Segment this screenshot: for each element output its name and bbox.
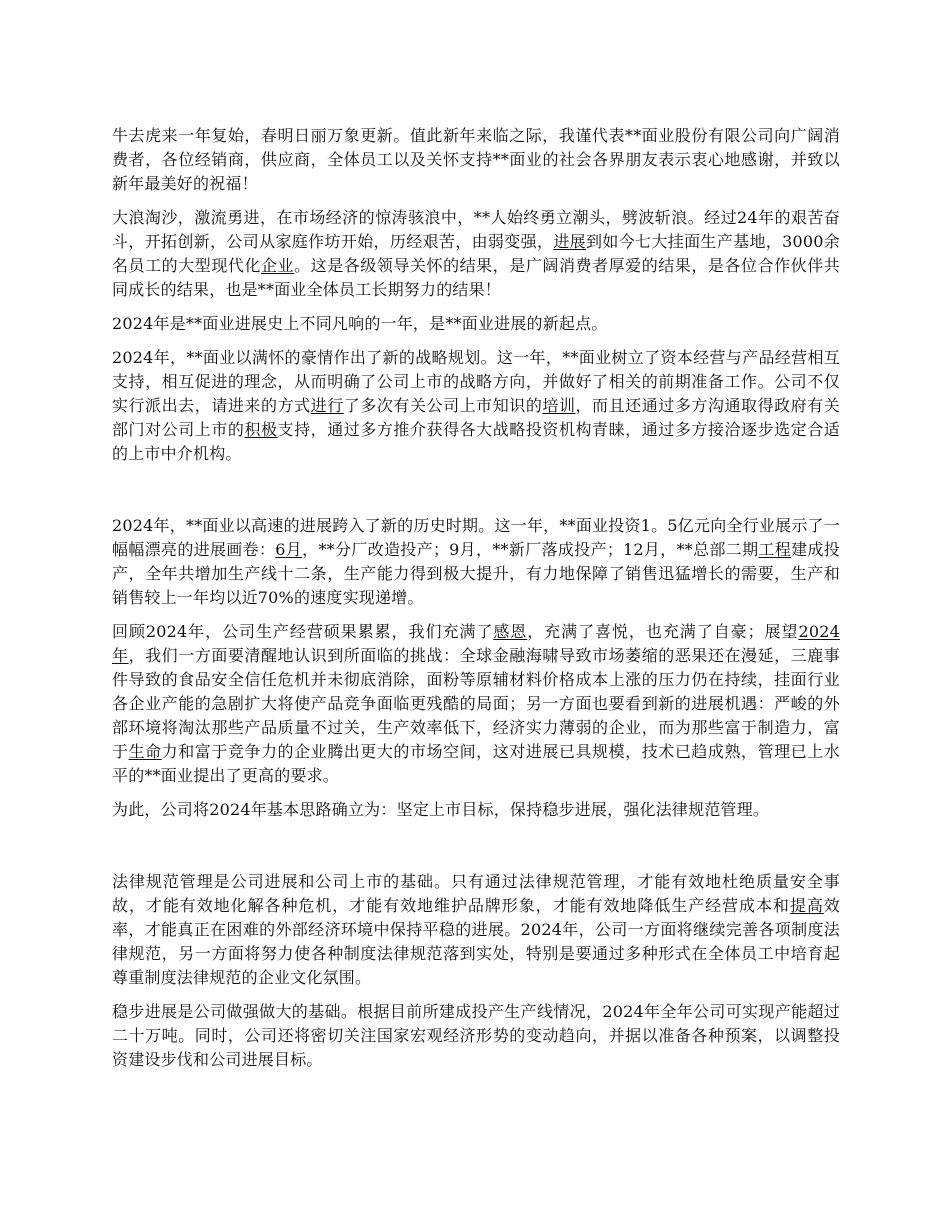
- underlined-term: 企业: [260, 256, 295, 275]
- underlined-term: 感恩: [493, 622, 528, 641]
- text-run: 法律规范管理是公司进展和公司上市的基础。只有通过法律规范管理，才能有效地杜绝质量安全事故，才能有效地化解各种危机，才能有效地维护品牌形象，才能有效地降低生产经营成本和: [112, 872, 840, 915]
- paragraph-9: [112, 1000, 840, 1072]
- text-run: ，而且还通过多方沟通取得政府有关部门对公司上市的: [112, 396, 840, 439]
- text-run: 建成投产，全年共增加生产线十二条，生产能力得到极大提升，有力地保障了销售迅猛增长的需要，生产和销售较上一年均以近70%的速度实现递增。: [112, 540, 840, 607]
- text-run: 大浪淘沙，激流勇进，在市场经济的惊涛骇浪中，**人始终勇立潮头，劈波斩浪。经过24年的艰苦奋斗，开拓创新，公司从家庭作坊开始，历经艰苦，由弱变强，: [112, 208, 840, 251]
- underlined-term: 培训: [542, 396, 576, 415]
- text-run: 2024年是**面业进展史上不同凡响的一年，是**面业进展的新起点。: [112, 314, 608, 333]
- text-run: 为此，公司将2024年基本思路确立为：坚定上市目标，保持稳步进展，强化法律规范管理。: [112, 800, 770, 819]
- underlined-term: 6月: [275, 540, 303, 559]
- text-run: 了多次有关公司上市知识的: [343, 396, 543, 415]
- paragraph-4: [112, 346, 840, 466]
- paragraph-6: [112, 620, 840, 788]
- underlined-term: 积极: [244, 420, 278, 439]
- text-run: 牛去虎来一年复始，春明日丽万象更新。值此新年来临之际，我谨代表**面业股份有限公司向广阔消费者，各位经销商，供应商，全体员工以及关怀支持**面业的社会各界朋友表示衷心地感谢，并致以新年最美好的祝福！: [112, 126, 840, 193]
- text-run: 2024年，**面业以高速的进展跨入了新的历史时期。这一年，**面业投资1。5亿元向全行业展示了一幅幅漂亮的进展画卷：: [112, 516, 840, 559]
- paragraph-3: [112, 312, 840, 336]
- document-page: [112, 124, 840, 1082]
- paragraph-8: [112, 870, 840, 990]
- underlined-term: 进展: [553, 232, 587, 251]
- text-run: 。这是各级领导关怀的结果，是广阔消费者厚爱的结果，是各位合作伙伴共同成长的结果，也是**面业全体员工长期努力的结果！: [112, 256, 840, 299]
- paragraph-1: [112, 124, 840, 196]
- paragraph-5: [112, 514, 840, 610]
- text-run: 效率，才能真正在困难的外部经济环境中保持平稳的进展。2024年，公司一方面将继续完善各项制度法律规范，另一方面将努力使各种制度法律规范落到实处，特别是要通过多种形式在全体员工中培育起尊重制度法律规范的企业文化氛围。: [112, 896, 840, 987]
- text-run: 2024年，**面业以满怀的豪情作出了新的战略规划。这一年，**面业树立了资本经营与产品经营相互支持，相互促进的理念，从而明确了公司上市的战略方向，并做好了相关的前期准备工作。公司不仅实行派出去，请进来的方式: [112, 348, 840, 415]
- blank-gap: [112, 832, 840, 870]
- text-run: 回顾2024年，公司生产经营硕果累累，我们充满了: [112, 622, 494, 641]
- paragraph-7: [112, 798, 840, 822]
- underlined-term: 生命: [128, 742, 162, 761]
- underlined-term: 进行: [310, 396, 344, 415]
- text-run: 力和富于竞争力的企业腾出更大的市场空间，这对进展已具规模，技术已趋成熟，管理已上水平的**面业提出了更高的要求。: [112, 742, 841, 785]
- underlined-term: 提高: [789, 896, 824, 915]
- text-run: ，我们一方面要清醒地认识到所面临的挑战：全球金融海啸导致市场萎缩的恶果还在漫延，三鹿事件导致的食品安全信任危机并未彻底消除，面粉等原辅材料价格成本上涨的压力仍在持续，挂面行业各企业产能的急剧扩大将使产品竞争面临更残酷的局面；另一方面也要看到新的进展机遇：严峻的外部环境将淘汰那些产品质量不过关，生产效率低下，经济实力薄弱的企业，而为那些富于制造力，富于: [112, 646, 840, 761]
- underlined-term: 工程: [758, 540, 792, 559]
- text-run: 稳步进展是公司做强做大的基础。根据目前所建成投产生产线情况，2024年全年公司可实现产能超过二十万吨。同时，公司还将密切关注国家宏观经济形势的变动趋向，并据以准备各种预案，以调整投资建设步伐和公司进展目标。: [112, 1002, 840, 1069]
- underlined-term: 2024年: [112, 622, 840, 665]
- text-run: ，充满了喜悦，也充满了自豪；展望: [527, 622, 799, 641]
- paragraph-2: [112, 206, 840, 302]
- text-run: 到如今七大挂面生产基地，3000余名员工的大型现代化: [112, 232, 841, 275]
- blank-gap: [112, 476, 840, 514]
- text-run: 支持，通过多方推介获得各大战略投资机构青睐，通过多方接洽逐步选定合适的上市中介机构。: [112, 420, 840, 463]
- text-run: ，**分厂改造投产；9月，**新厂落成投产；12月，**总部二期: [302, 540, 759, 559]
